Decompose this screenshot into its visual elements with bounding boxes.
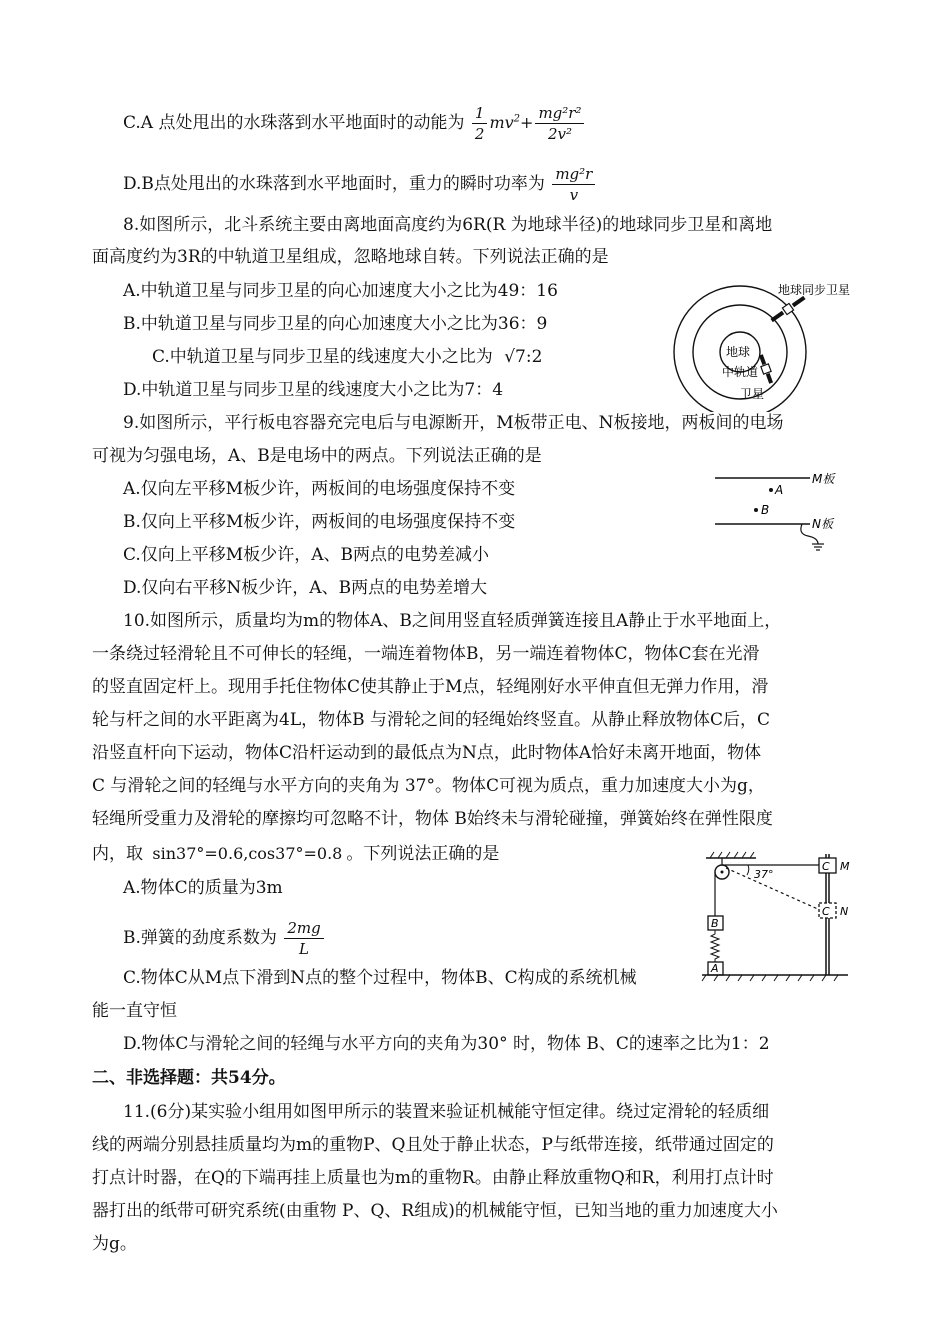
- point-b-label: B: [761, 503, 770, 517]
- earth-label: 地球: [726, 345, 751, 359]
- q10-line3: 的竖直固定杆上。现用手托住物体C使其静止于M点，轻绳刚好水平伸直但无弹力作用，滑: [92, 677, 769, 697]
- q9-capacitor-figure: [710, 462, 855, 557]
- q8-option-c-root: √7:2: [504, 347, 543, 367]
- meo-label-1: 中轨道: [722, 365, 759, 379]
- q11-line1: 11.(6分)某实验小组用如图甲所示的装置来验证机械能守恒定律。绕过定滑轮的轻质细: [123, 1102, 770, 1122]
- q9-stem-line2: 可视为匀强电场，A、B是电场中的两点。下列说法正确的是: [92, 446, 542, 466]
- angle-label: 37°: [754, 868, 774, 881]
- q10-line2: 一条绕过轻滑轮且不可伸长的轻绳，一端连着物体B，另一端连着物体C，物体C套在光滑: [92, 644, 760, 664]
- q8-option-c: [152, 345, 542, 369]
- q10-line8: 内，取 sin37°=0.6,cos37°=0.8 。下列说法正确的是: [92, 844, 500, 864]
- q10-line1: 10.如图所示，质量均为m的物体A、B之间用竖直轻质弹簧连接且A静止于水平地面上，: [123, 611, 782, 631]
- n-plate-label: N板: [812, 517, 833, 531]
- q10-trig-values: sin37°=0.6,cos37°=0.8: [152, 844, 343, 863]
- q10-option-c-line2: 能一直守恒: [92, 1001, 177, 1021]
- q8-option-d: D.中轨道卫星与同步卫星的线速度大小之比为7：4: [123, 380, 504, 400]
- q7-fraction-half: $\frac{1}{2}$: [472, 103, 488, 144]
- spring: [711, 930, 719, 962]
- point-a: [769, 488, 773, 492]
- meo-satellite-icon: [757, 354, 775, 385]
- q7-plus: +: [520, 113, 534, 132]
- svg-text:B: B: [711, 917, 719, 930]
- q10-option-c-line1: C.物体C从M点下滑到N点的整个过程中，物体B、C构成的系统机械: [123, 968, 637, 988]
- geo-satellite-label: 地球同步卫星: [778, 283, 851, 297]
- q11-line4: 器打出的纸带可研究系统(由重物 P、Q、R组成)的机械能守恒，已知当地的重力加速度大小: [92, 1201, 778, 1221]
- q10-line4: 轮与杆之间的水平距离为4L，物体B 与滑轮之间的轻绳始终竖直。从静止释放物体C后，C: [92, 710, 771, 730]
- section2-title: 二、非选择题：共54分。: [92, 1068, 286, 1088]
- q7-fraction-energy: $\frac{\text{mg²r²}}{\text{2v²}}$: [535, 103, 584, 144]
- q10-spring-fraction: $\frac{2mg}{L}$: [284, 918, 323, 959]
- q8-stem-line2: 面高度约为3R的中轨道卫星组成，忽略地球自转。下列说法正确的是: [92, 247, 609, 267]
- point-b: [754, 508, 758, 512]
- q9-option-b: B.仅向上平移M板少许，两板间的电场强度保持不变: [123, 512, 516, 532]
- q9-option-c: C.仅向上平移M板少许，A、B两点的电势差减小: [123, 545, 489, 565]
- q9-stem-line1: 9.如图所示，平行板电容器充完电后与电源断开，M板带正电、N板接地，两板间的电场: [123, 413, 784, 433]
- q8-option-a: A.中轨道卫星与同步卫星的向心加速度大小之比为49：16: [123, 281, 558, 301]
- q7-option-d-text: D.B点处甩出的水珠落到水平地面时，重力的瞬时功率为: [123, 174, 545, 194]
- q8-orbit-figure: [670, 272, 880, 412]
- q7-mv-term: $mv^2$: [489, 113, 521, 132]
- svg-text:C: C: [822, 905, 830, 918]
- q11-line2: 线的两端分别悬挂质量均为m的重物P、Q且处于静止状态，P与纸带连接，纸带通过固定的: [92, 1135, 774, 1155]
- m-plate-label: M板: [812, 472, 835, 486]
- q10-line6: C 与滑轮之间的轻绳与水平方向的夹角为 37°。物体C可视为质点，重力加速度大小为g，: [92, 776, 765, 796]
- q7-option-c-text: C.A 点处甩出的水珠落到水平地面时的动能为: [123, 113, 465, 133]
- meo-label-2: 卫星: [740, 387, 765, 401]
- q10-option-b: B.弹簧的劲度系数为 $\frac{2mg}{L}$: [123, 918, 326, 959]
- q10-option-a: A.物体C的质量为3m: [123, 878, 283, 898]
- q9-option-d: D.仅向右平移N板少许，A、B两点的电势差增大: [123, 578, 488, 598]
- geo-satellite-icon: [769, 294, 806, 323]
- q10-option-d: D.物体C与滑轮之间的轻绳与水平方向的夹角为30° 时，物体 B、C的速率之比为1：2: [123, 1034, 770, 1054]
- q10-line5: 沿竖直杆向下运动，物体C沿杆运动到的最低点为N点，此时物体A恰好未离开地面，物体: [92, 743, 762, 763]
- q7-option-d: [123, 164, 597, 205]
- q9-option-a: A.仅向左平移M板少许，两板间的电场强度保持不变: [123, 479, 516, 499]
- point-a-label: A: [775, 483, 784, 497]
- q8-option-c-text: C.中轨道卫星与同步卫星的线速度大小之比为: [152, 347, 493, 367]
- point-n-label: N: [840, 905, 849, 918]
- point-m-label: M: [840, 860, 850, 873]
- q7-option-c: [123, 103, 586, 144]
- svg-text:C: C: [822, 860, 830, 873]
- svg-text:A: A: [711, 962, 719, 975]
- q10-pulley-figure: [698, 848, 858, 984]
- q7-fraction-power: $\frac{\text{mg²r}}{v}$: [552, 164, 595, 205]
- q11-line3: 打点计时器，在Q的下端再挂上质量也为m的重物R。由静止释放重物Q和R，利用打点计时: [92, 1168, 774, 1188]
- q10-line7: 轻绳所受重力及滑轮的摩擦均可忽略不计，物体 B始终未与滑轮碰撞，弹簧始终在弹性限度: [92, 809, 773, 829]
- q8-stem-line1: 8.如图所示，北斗系统主要由离地面高度约为6R(R 为地球半径)的地球同步卫星和离地: [123, 215, 773, 235]
- q8-option-b: B.中轨道卫星与同步卫星的向心加速度大小之比为36：9: [123, 314, 548, 334]
- q11-line5: 为g。: [92, 1234, 137, 1254]
